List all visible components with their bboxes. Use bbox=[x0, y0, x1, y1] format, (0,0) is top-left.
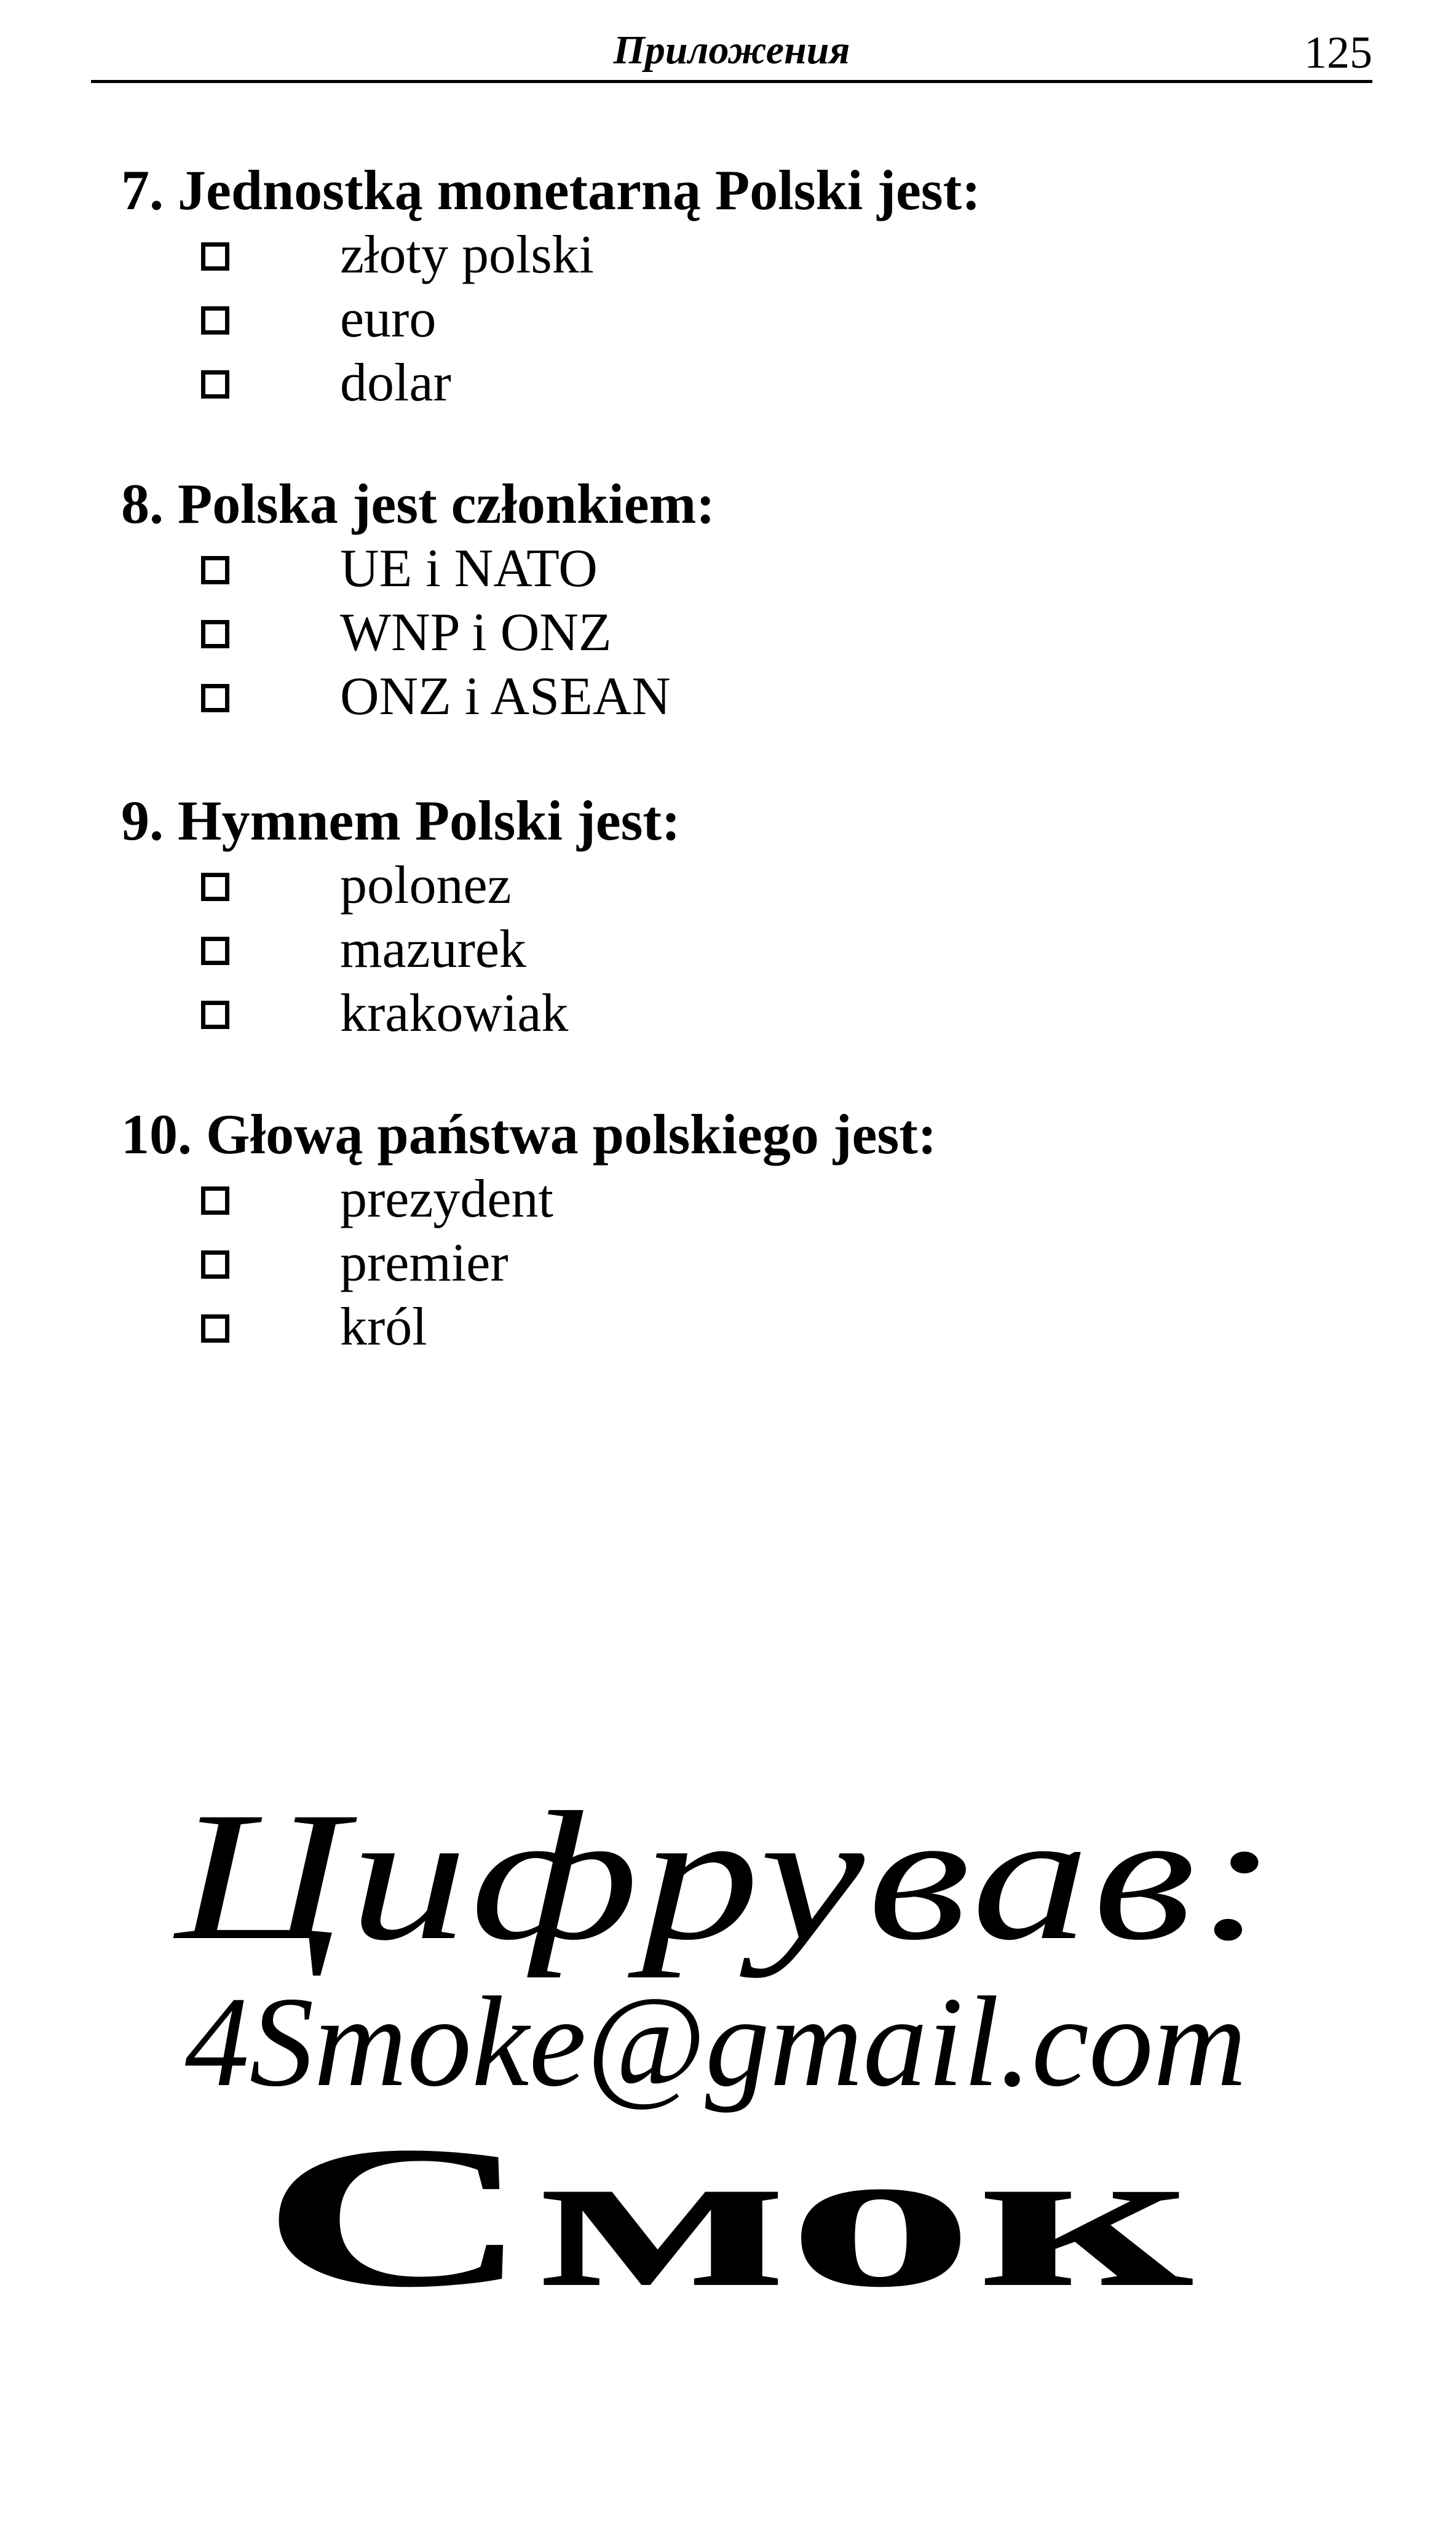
checkbox-icon[interactable] bbox=[201, 370, 229, 399]
checkbox-icon[interactable] bbox=[201, 242, 229, 271]
answer-option[interactable] bbox=[121, 1231, 1351, 1295]
option-label: UE i NATO bbox=[340, 539, 598, 598]
digitizer-caption: Цифрував: bbox=[175, 1774, 1280, 1978]
answer-option[interactable] bbox=[121, 601, 1351, 665]
answer-option[interactable] bbox=[121, 982, 1351, 1046]
question-title: 8. Polska jest członkiem: bbox=[121, 472, 715, 535]
answer-options bbox=[121, 223, 1351, 415]
checkbox-icon[interactable] bbox=[201, 1186, 229, 1215]
checkbox-icon[interactable] bbox=[201, 873, 229, 901]
option-label: euro bbox=[340, 289, 437, 349]
checkbox-icon[interactable] bbox=[201, 1314, 229, 1343]
checkbox-icon[interactable] bbox=[201, 937, 229, 965]
answer-options bbox=[121, 1167, 1351, 1359]
answer-option[interactable] bbox=[121, 1167, 1351, 1231]
option-label: mazurek bbox=[340, 920, 526, 979]
answer-option[interactable] bbox=[121, 1295, 1351, 1359]
question-title: 9. Hymnem Polski jest: bbox=[121, 789, 681, 852]
page-number: 125 bbox=[1304, 28, 1372, 78]
option-label: WNP i ONZ bbox=[340, 603, 612, 662]
option-label: złoty polski bbox=[340, 225, 595, 285]
answer-options bbox=[121, 537, 1351, 729]
answer-option[interactable] bbox=[121, 287, 1351, 351]
option-label: ONZ i ASEAN bbox=[340, 667, 671, 726]
question-7 bbox=[121, 157, 1351, 415]
answer-option[interactable] bbox=[121, 665, 1351, 729]
answer-option[interactable] bbox=[121, 351, 1351, 415]
question-9 bbox=[121, 787, 1351, 1046]
page-header bbox=[91, 25, 1372, 83]
digitizer-name: Смок bbox=[260, 2105, 1196, 2329]
checkbox-icon[interactable] bbox=[201, 556, 229, 584]
option-label: dolar bbox=[340, 353, 451, 413]
question-title: 7. Jednostką monetarną Polski jest: bbox=[121, 159, 981, 221]
digitizer-email: 4Smoke@gmail.com bbox=[184, 1971, 1247, 2113]
checkbox-icon[interactable] bbox=[201, 620, 229, 648]
option-label: premier bbox=[340, 1233, 508, 1293]
question-8 bbox=[121, 471, 1351, 729]
question-title: 10. Głową państwa polskiego jest: bbox=[121, 1103, 937, 1166]
answer-options bbox=[121, 854, 1351, 1046]
option-label: polonez bbox=[340, 856, 512, 915]
running-title: Приложения bbox=[613, 28, 850, 73]
option-label: krakowiak bbox=[340, 983, 569, 1043]
option-label: prezydent bbox=[340, 1169, 553, 1229]
answer-option[interactable] bbox=[121, 537, 1351, 601]
answer-option[interactable] bbox=[121, 918, 1351, 982]
checkbox-icon[interactable] bbox=[201, 306, 229, 335]
answer-option[interactable] bbox=[121, 223, 1351, 287]
checkbox-icon[interactable] bbox=[201, 1001, 229, 1029]
checkbox-icon[interactable] bbox=[201, 684, 229, 712]
option-label: król bbox=[340, 1297, 427, 1357]
checkbox-icon[interactable] bbox=[201, 1250, 229, 1279]
answer-option[interactable] bbox=[121, 854, 1351, 918]
question-10 bbox=[121, 1101, 1351, 1359]
